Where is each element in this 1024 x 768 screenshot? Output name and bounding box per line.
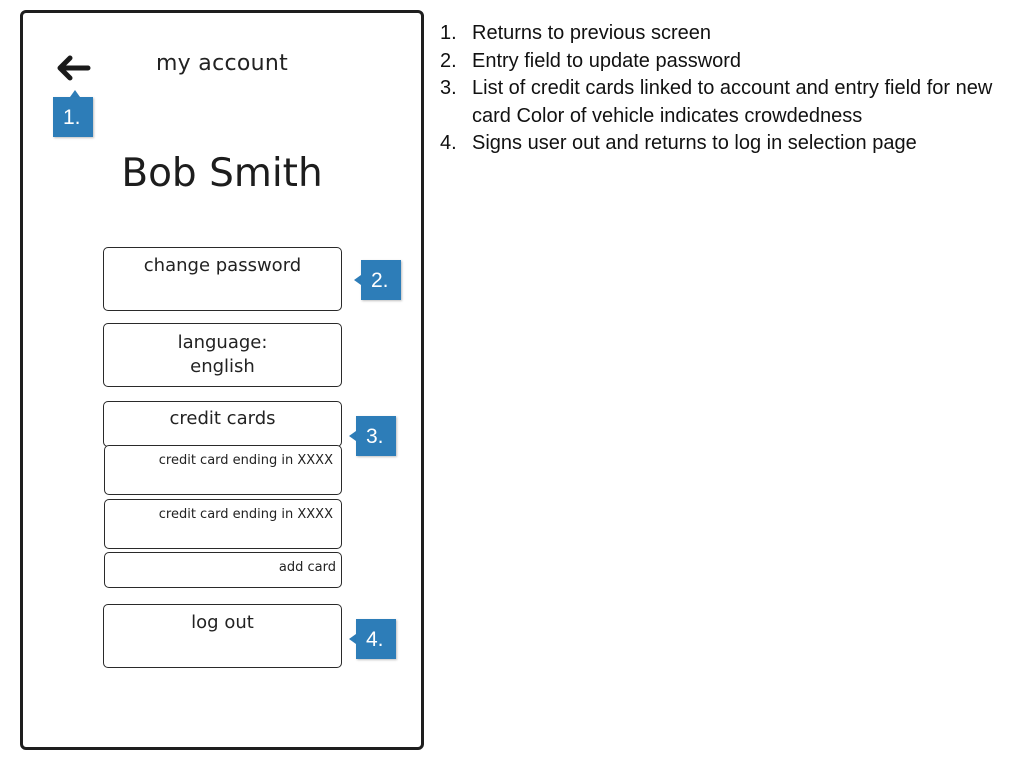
log-out-label: log out <box>191 612 254 633</box>
note-text: Entry field to update password <box>472 49 742 72</box>
add-card-button[interactable] <box>104 552 342 588</box>
credit-cards-header <box>103 401 342 447</box>
callout-pointer <box>349 634 356 644</box>
language-value: english <box>190 356 255 377</box>
callout-pointer <box>349 431 356 441</box>
callout-pointer <box>70 90 80 97</box>
annotation-notes <box>440 20 1015 158</box>
credit-cards-label: credit cards <box>169 408 276 429</box>
credit-card-label: credit card ending in XXXX <box>158 507 333 522</box>
callout-pointer <box>354 275 361 285</box>
callout-badge-4: 4. <box>356 619 396 659</box>
language-label: language: <box>177 332 268 353</box>
note-item <box>440 130 1015 158</box>
note-text: Returns to previous screen <box>472 22 712 44</box>
change-password-label: change password <box>143 255 302 276</box>
note-text: Signs user out and returns to log in selection page <box>472 132 917 154</box>
callout-badge-2: 2. <box>361 260 401 300</box>
note-number: 2. <box>440 49 457 72</box>
note-item <box>440 48 1015 76</box>
note-item <box>440 75 1015 130</box>
note-number: 4. <box>440 132 457 154</box>
credit-card-label: credit card ending in XXXX <box>158 453 333 468</box>
note-number: 3. <box>440 77 457 99</box>
callout-badge-1: 1. <box>53 97 93 137</box>
change-password-button[interactable] <box>103 247 342 311</box>
note-number: 1. <box>440 22 457 44</box>
note-text: List of credit cards linked to account and entry field for new card Color of vehicle indicates crowdedness <box>472 77 993 127</box>
credit-card-item[interactable] <box>104 445 342 495</box>
credit-card-item[interactable] <box>104 499 342 549</box>
callout-badge-3: 3. <box>356 416 396 456</box>
screen-title: my account <box>155 51 289 76</box>
language-button[interactable] <box>103 323 342 387</box>
note-item <box>440 20 1015 48</box>
log-out-button[interactable] <box>103 604 342 668</box>
user-name: Bob Smith <box>121 151 323 196</box>
add-card-label: add card <box>278 560 336 575</box>
